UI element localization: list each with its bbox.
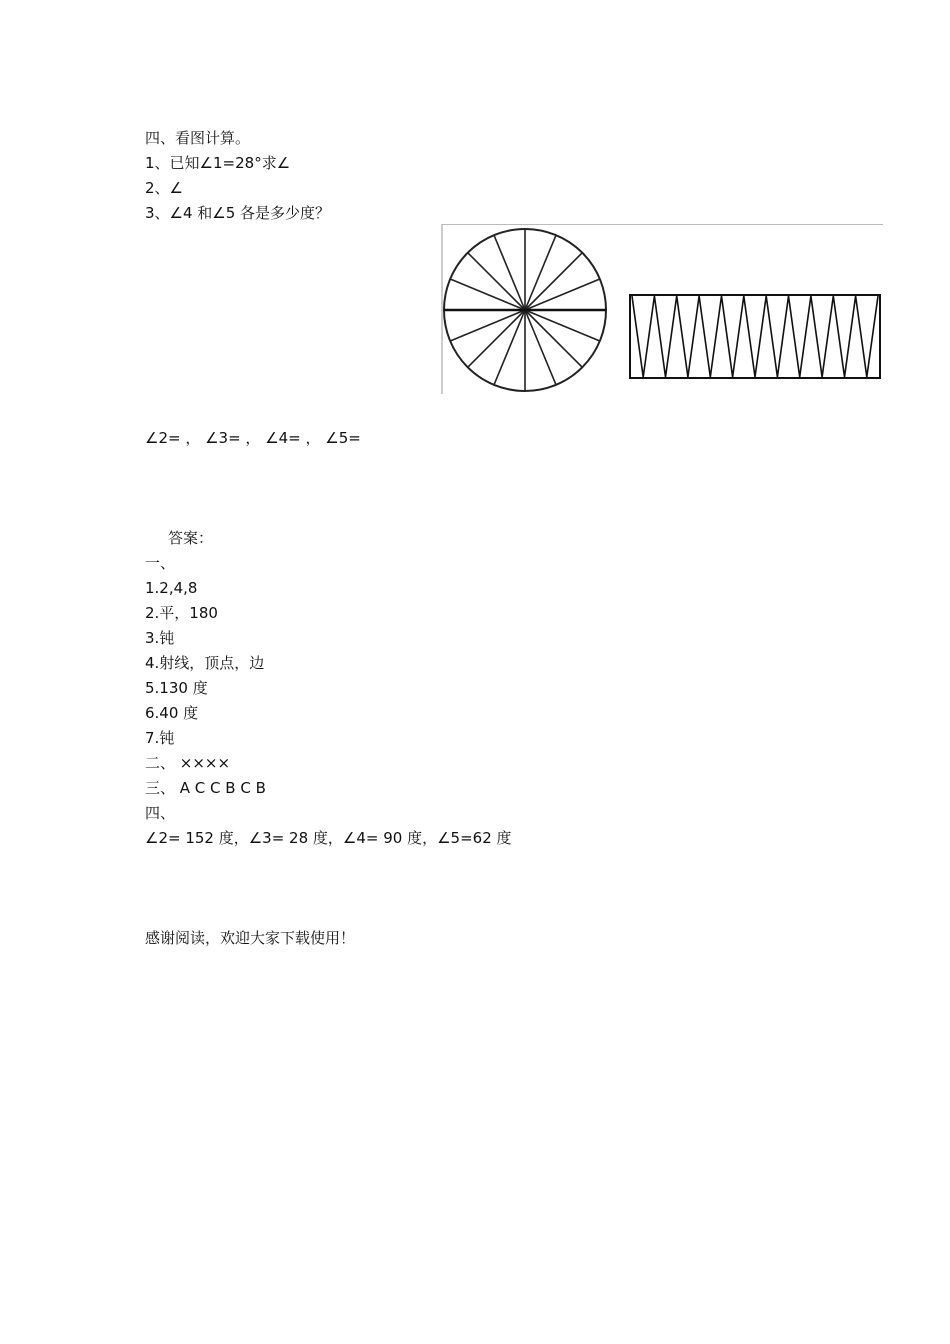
answer-1-6: 6.40 度 — [145, 704, 199, 722]
answer-1-7: 7.钝 — [145, 729, 175, 747]
answer-1-2: 2.平，180 — [145, 604, 218, 622]
answer-1-3: 3.钝 — [145, 629, 175, 647]
angle-figure — [441, 224, 883, 396]
section4-heading: 四、看图计算。 — [145, 129, 251, 147]
zigzag-rectangle-diagram — [630, 295, 880, 378]
answer-1-4: 4.射线，顶点，边 — [145, 654, 265, 672]
answers-part4-heading: 四、 — [145, 804, 176, 822]
answers-title: 答案： — [168, 529, 214, 547]
answer-1-5: 5.130 度 — [145, 679, 208, 697]
angle-blanks: ∠2= ， ∠3= ， ∠4= ， ∠5= — [145, 429, 361, 447]
circle-spoke — [468, 253, 525, 310]
answers-part2: 二、 ×××× — [145, 754, 231, 772]
question-3: 3、∠4 和∠5 各是多少度？ — [145, 204, 331, 222]
circle-spoke — [525, 253, 582, 310]
answers-part4-values: ∠2= 152 度，∠3= 28 度，∠4= 90 度，∠5=62 度 — [145, 829, 512, 847]
answer-1-1: 1.2,4,8 — [145, 579, 198, 597]
answers-part1-heading: 一、 — [145, 554, 176, 572]
circle-sectors-diagram — [444, 229, 606, 391]
circle-spoke — [525, 310, 582, 367]
circle-spoke — [468, 310, 525, 367]
answers-part3: 三、 A C C B C B — [145, 779, 266, 797]
question-1: 1、已知∠1=28°求∠ — [145, 154, 291, 172]
thanks-note: 感谢阅读，欢迎大家下载使用！ — [145, 929, 356, 947]
question-2: 2、∠ — [145, 179, 183, 197]
